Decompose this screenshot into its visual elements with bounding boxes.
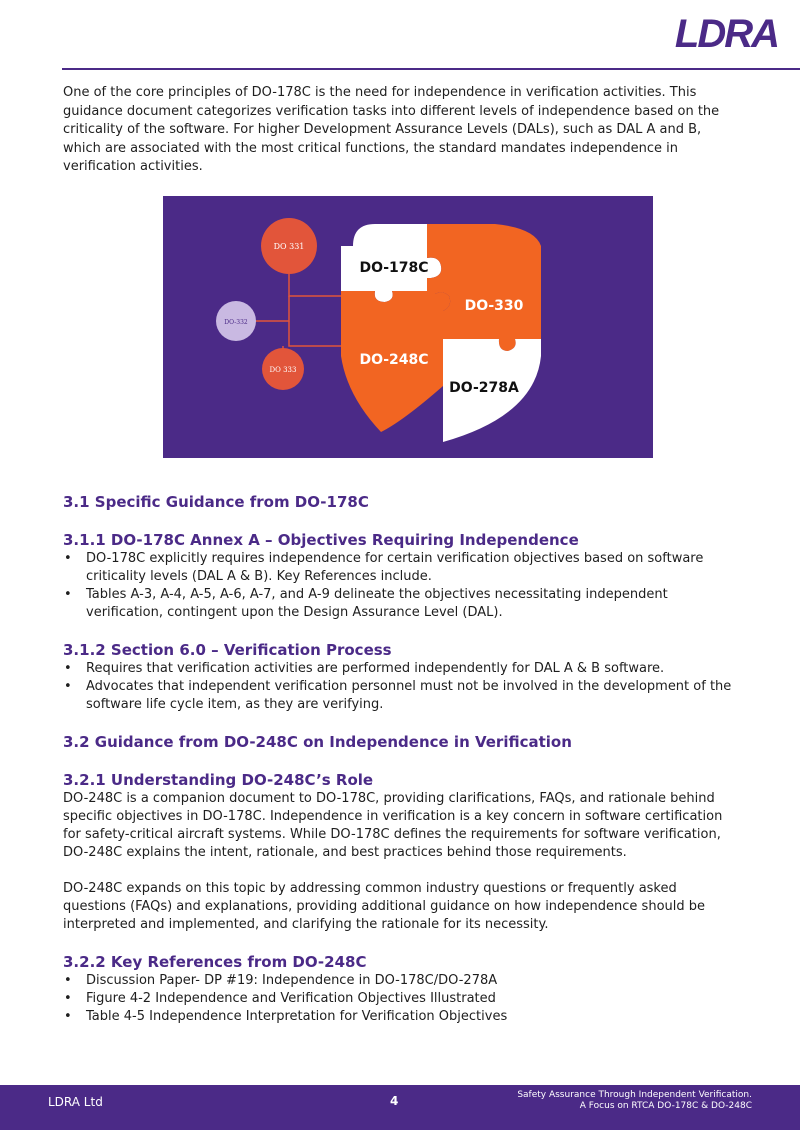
list-3-1-1 bbox=[63, 550, 738, 622]
ldra-logo: LDRA bbox=[674, 12, 778, 56]
piece-label-do278a: DO-278A bbox=[449, 379, 519, 396]
list-item: • Requires that verification activities are performed independently for DAL A & B software. bbox=[63, 660, 738, 678]
page-content bbox=[63, 84, 738, 1026]
footer-title-line-2: A Focus on RTCA DO-178C & DO-248C bbox=[579, 1101, 752, 1111]
piece-do330 bbox=[427, 224, 541, 351]
piece-label-do248c: DO-248C bbox=[359, 351, 429, 368]
heading-3-2: 3.2 Guidance from DO-248C on Independence in Verification bbox=[63, 732, 572, 751]
list-item: • Discussion Paper- DP #19: Independence in DO-178C/DO-278A bbox=[63, 972, 738, 990]
connector-lines bbox=[248, 268, 341, 351]
bubble-label-do333: DO 333 bbox=[269, 365, 297, 374]
piece-label-do178c: DO-178C bbox=[359, 259, 429, 276]
page-number: 4 bbox=[390, 1094, 399, 1108]
bubble-label-do332: DO-332 bbox=[224, 318, 248, 326]
list-item: • Table 4-5 Independence Interpretation for Verification Objectives bbox=[63, 1008, 738, 1026]
standards-puzzle-figure bbox=[163, 196, 653, 458]
footer-company: LDRA Ltd bbox=[48, 1095, 103, 1109]
paragraph-3-2-1-b: DO-248C expands on this topic by addressing common industry questions or frequently asked questions (FAQs) and explanations, providing additional guidance on how independence should be interpreted and implemented, and clarifying the rationale for its necessity. bbox=[63, 880, 706, 932]
footer-title-line-1: Safety Assurance Through Independent Verification. bbox=[517, 1090, 752, 1100]
intro-paragraph: One of the core principles of DO-178C is the need for independence in verification activities. This guidance document categorizes verification tasks into different levels of independence based on the criticality of the software. For higher Development Assurance Levels (DALs), such as DAL A and B, which are associated with the most critical functions, the standard mandates independence in verification activities. bbox=[63, 85, 720, 174]
page-footer bbox=[0, 1085, 800, 1130]
list-3-2-2 bbox=[63, 972, 738, 1026]
list-item: • DO-178C explicitly requires independence for certain verification objectives based on software criticality levels (DAL A & B). Key References include. bbox=[63, 550, 738, 586]
footer-title bbox=[517, 1090, 752, 1112]
heading-3-1: 3.1 Specific Guidance from DO-178C bbox=[63, 492, 369, 511]
piece-label-do330: DO-330 bbox=[464, 297, 524, 314]
heading-3-2-1: 3.2.1 Understanding DO-248C’s Role bbox=[63, 770, 374, 789]
puzzle-graphic bbox=[163, 196, 653, 458]
heading-3-2-2: 3.2.2 Key References from DO-248C bbox=[63, 952, 367, 971]
list-item: • Advocates that independent verification personnel must not be involved in the development of the software life cycle item, as they are verifying. bbox=[63, 678, 738, 714]
paragraph-3-2-1-a: DO-248C is a companion document to DO-178C, providing clarifications, FAQs, and rationale behind specific objectives in DO-178C. Independence in verification is a key concern in software certification for safety-critical aircraft systems. While DO-178C defines the requirements for software verification, DO-248C explains the intent, rationale, and best practices behind those requirements. bbox=[63, 790, 723, 860]
heading-3-1-2: 3.1.2 Section 6.0 – Verification Process bbox=[63, 640, 392, 659]
list-3-1-2 bbox=[63, 660, 738, 714]
list-item: • Tables A-3, A-4, A-5, A-6, A-7, and A-9 delineate the objectives necessitating independent verification, contingent upon the Design Assurance Level (DAL). bbox=[63, 586, 738, 622]
bubble-label-do331: DO 331 bbox=[273, 241, 305, 251]
list-item: • Figure 4-2 Independence and Verification Objectives Illustrated bbox=[63, 990, 738, 1008]
header-rule bbox=[62, 68, 800, 70]
heading-3-1-1: 3.1.1 DO-178C Annex A – Objectives Requiring Independence bbox=[63, 530, 579, 549]
